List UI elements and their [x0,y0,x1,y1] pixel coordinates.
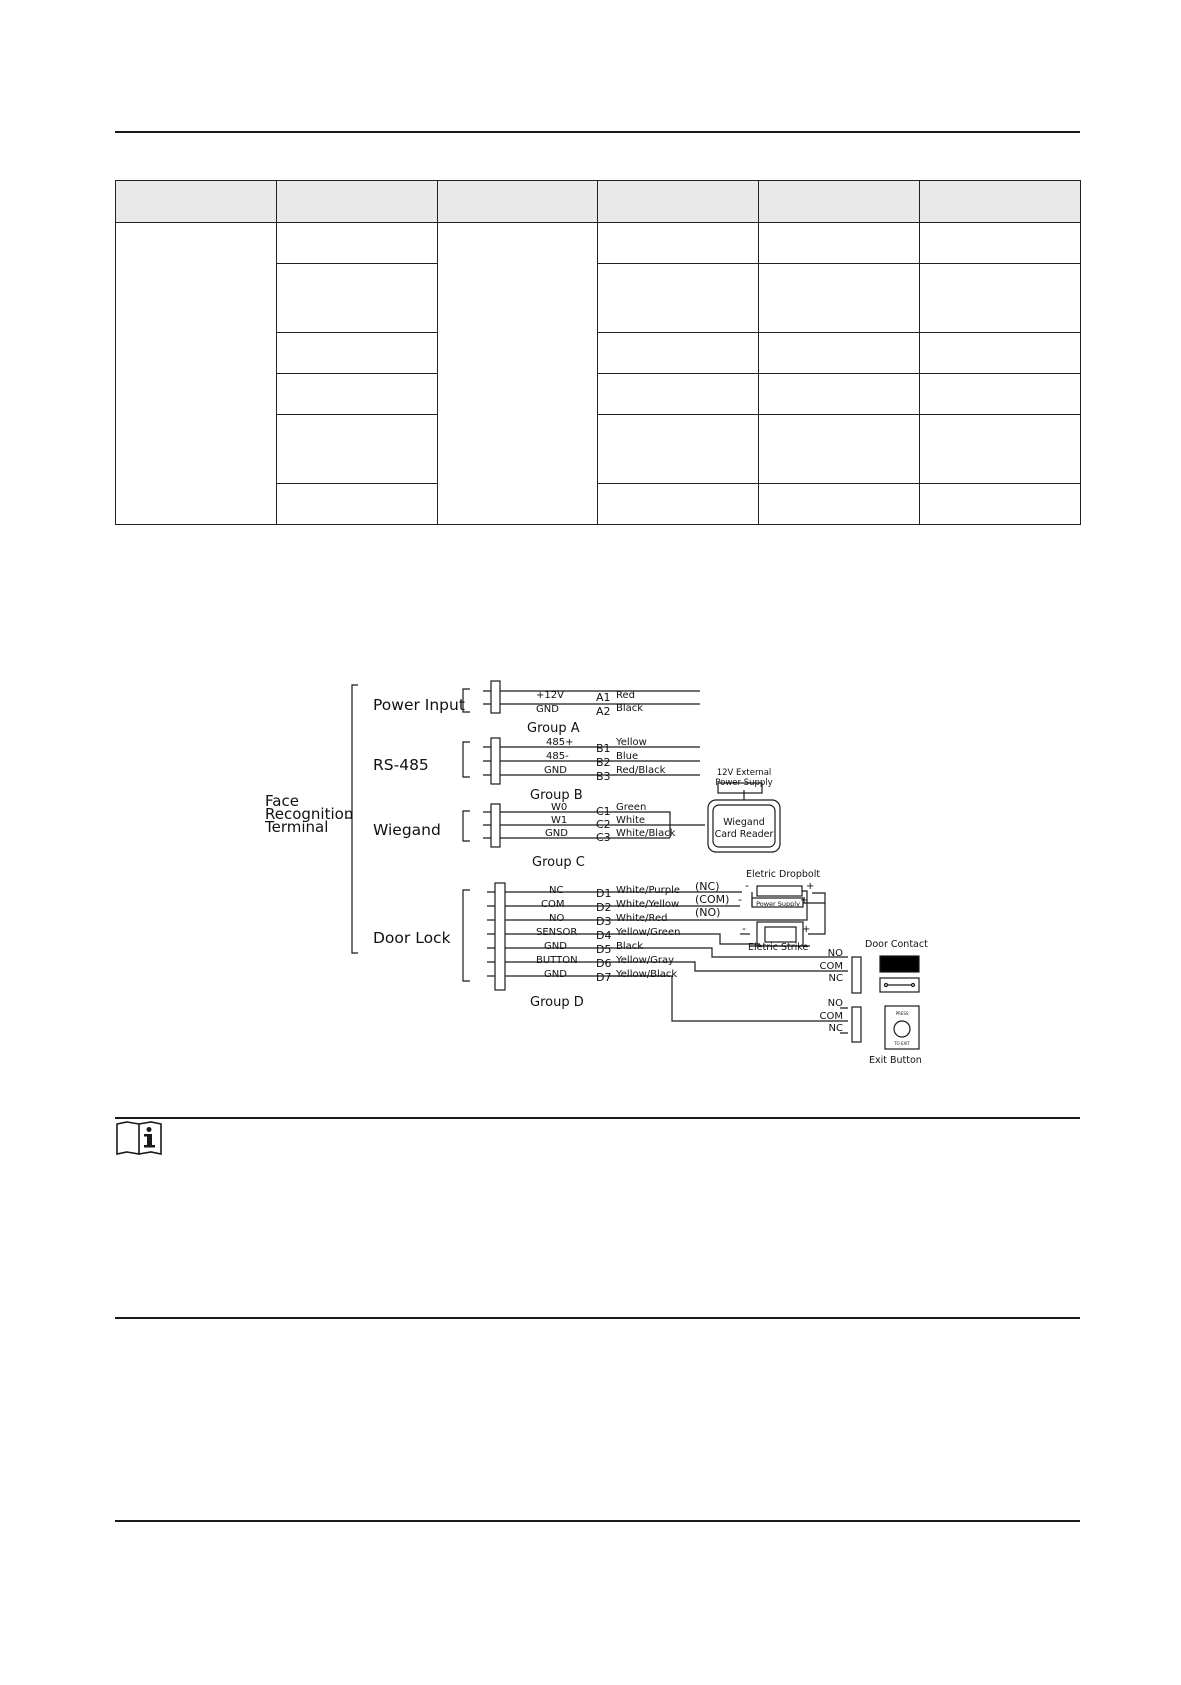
card-reader-label: Card Reader [714,829,774,840]
wire-color: White [616,815,646,826]
wire-color: Red [616,690,635,701]
wire-color: Yellow/Gray [616,955,675,966]
terminal-id: D1 [596,887,612,900]
footer-rule [115,1520,1080,1522]
door-contact-label: Door Contact [865,939,928,950]
card-reader-label: Wiegand [723,817,765,828]
pin-label: W1 [551,815,568,826]
polarity-plus: + [802,924,811,935]
polarity-minus: - [738,893,742,906]
lock-mode-label: (NC) [695,880,720,893]
relay-term: NO [827,998,843,1009]
pin-label: BUTTON [536,955,578,966]
wire-color: Red/Black [616,765,666,776]
terminal-id: D2 [596,901,612,914]
pin-label: GND [544,969,567,980]
exit-button-label: Exit Button [869,1055,922,1066]
group-label: Group B [530,788,583,803]
polarity-minus: - [742,922,746,935]
lock-mode-label: (NO) [695,906,721,919]
pin-label: GND [545,828,568,839]
ext-power-label: 12V External [716,768,772,778]
wire-color: Black [616,703,644,714]
terminal-id: C3 [596,831,611,844]
terminal-id: B1 [596,742,611,755]
terminal-id: D3 [596,915,612,928]
terminal-id: D7 [596,971,612,984]
wire-color: White/Black [616,828,676,839]
group-name: Power Input [373,696,465,714]
wire-color: White/Yellow [616,899,680,910]
wire-color: White/Red [616,913,668,924]
ext-power-label: Power Supply [715,778,773,788]
terminal-id: C1 [596,805,611,818]
wire-color: Blue [616,751,639,762]
group-label: Group C [532,855,585,870]
relay-term: COM [819,961,843,972]
terminal-id: D4 [596,929,612,942]
polarity-plus: + [800,895,809,906]
pin-label: W0 [551,802,568,813]
polarity-plus: + [806,881,815,892]
terminal-label: Terminal [265,818,329,836]
pin-label: +12V [536,690,564,701]
wire-color: Yellow/Black [616,969,678,980]
terminal-id: A2 [596,705,611,718]
relay-term: NC [828,973,843,984]
strike-label: Eletric Strike [748,942,809,953]
terminal-id: C2 [596,818,611,831]
to-exit-label: TO EXIT [894,1041,910,1046]
wire-color: White/Purple [616,885,681,896]
group-label: Group D [530,995,584,1010]
wire-color: Yellow/Green [616,927,681,938]
terminal-id: D5 [596,943,612,956]
relay-term: NC [828,1023,843,1034]
pin-label: NO [549,913,565,924]
power-supply-label: Power Supply [756,900,800,908]
pin-label: GND [536,704,559,715]
group-name: Wiegand [373,821,441,839]
relay-term: NO [827,948,843,959]
terminal-label: Face [265,792,299,810]
terminal-id: A1 [596,691,611,704]
terminal-id: D6 [596,957,612,970]
info-note-icon [115,1120,163,1158]
pin-label: 485- [546,751,569,762]
group-name: RS-485 [373,756,429,774]
pin-label: GND [544,941,567,952]
relay-term: COM [819,1011,843,1022]
pin-label: COM [541,899,565,910]
lock-mode-label: (COM) [695,893,730,906]
pin-label: GND [544,765,567,776]
press-label: PRESS [895,1011,909,1016]
wire-color: Yellow [616,737,647,748]
polarity-minus: - [745,879,749,892]
wire-color: Green [616,802,647,813]
dropbolt-label: Eletric Dropbolt [746,869,821,880]
wire-color: Black [616,941,644,952]
note-rule [115,1117,1080,1119]
pin-label: 485+ [546,737,574,748]
note-end-rule [115,1317,1080,1319]
terminal-label: Recognition [265,805,354,823]
terminal-id: B2 [596,756,611,769]
pin-label: NC [549,885,564,896]
terminal-id: B3 [596,770,611,783]
pin-label: SENSOR [536,927,578,938]
group-label: Group A [527,721,580,736]
group-name: Door Lock [373,929,451,947]
